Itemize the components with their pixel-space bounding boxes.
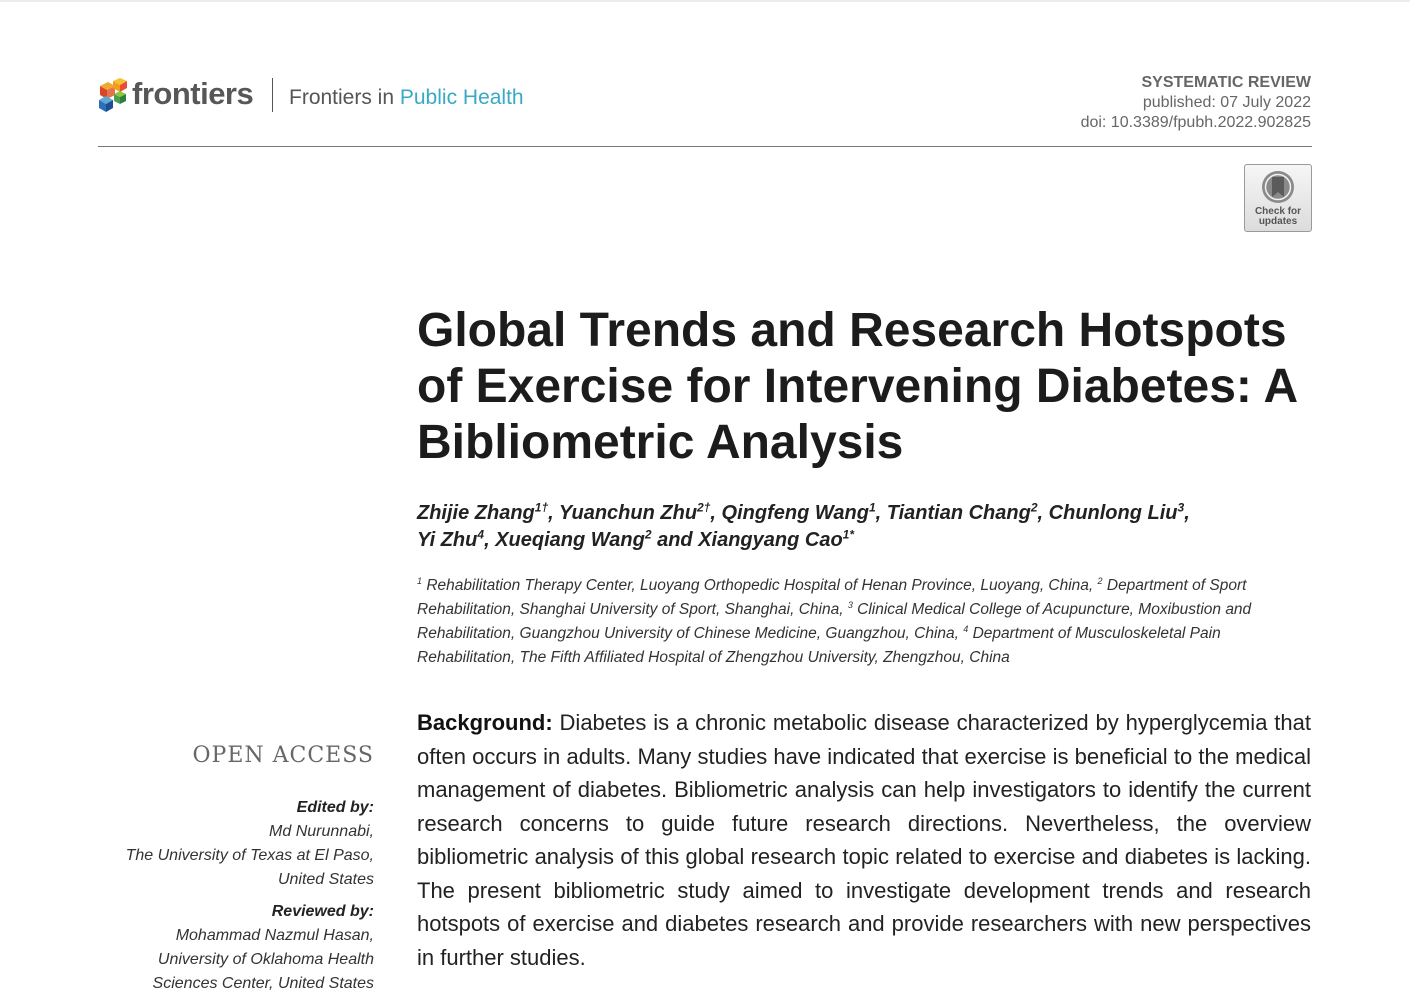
reviewed-by-label: Reviewed by:	[271, 903, 374, 920]
author-sup: 1†	[534, 500, 549, 515]
reviewer-line: University of Oklahoma Health	[157, 951, 374, 968]
affiliations	[417, 574, 1317, 670]
editor-line: Md Nurunnabi,	[269, 823, 374, 840]
edited-by-label: Edited by:	[296, 799, 374, 816]
author-name[interactable]: Yi Zhu	[417, 529, 478, 551]
author-list	[417, 500, 1317, 554]
author-sup: 2	[1030, 500, 1038, 515]
badge-line-1: Check for	[1254, 206, 1302, 217]
author-name[interactable]: Zhijie Zhang	[417, 502, 535, 524]
published-date: published: 07 July 2022	[1142, 94, 1311, 111]
abstract-text: Diabetes is a chronic metabolic disease characterized by hyperglycemia that often occurs in adults. Many studies have indicated that exercise is beneficial to the medical management of diabetes. Bibliometric analysis can help investigators to identify the current research concerns to guide future research directions. Nevertheless, the overview bibliometric analysis of this global research topic related to exercise and diabetes is lacking. The present bibliometric study aimed to investigate development trends and research hotspots of exercise and diabetes research and provide researchers with new perspectives in further studies.	[417, 710, 1311, 970]
article-meta	[1081, 73, 1311, 133]
abstract-label: Background:	[417, 710, 553, 735]
abstract-background	[417, 706, 1311, 974]
affil-text: Rehabilitation Therapy Center, Luoyang Orthopedic Hospital of Henan Province, Luoyang, China,	[422, 577, 1098, 594]
brand-name[interactable]: frontiers	[132, 76, 254, 111]
author-name[interactable]: Tiantian Chang	[886, 502, 1031, 524]
affil-text: Department of Musculoskeletal Pain Rehabilitation, The Fifth Affiliated Hospital of Zhengzhou University, Zhengzhou, China	[417, 625, 1221, 666]
author-sup: 1	[868, 500, 876, 515]
author-sep: ,	[484, 529, 496, 551]
author-sup: 4	[477, 527, 485, 542]
author-sup: 2	[644, 527, 652, 542]
header-separator	[272, 78, 273, 112]
affil-text: Clinical Medical College of Acupuncture, Moxibustion and Rehabilitation, Guangzhou University of Chinese Medicine, Guangzhou, China,	[417, 601, 1252, 642]
author-name[interactable]: Xueqiang Wang	[495, 529, 645, 551]
article-title: Global Trends and Research Hotspots of Exercise for Intervening Diabetes: A Bibliometric Analysis	[417, 304, 1297, 469]
affil-text: Department of Sport Rehabilitation, Shanghai University of Sport, Shanghai, China,	[417, 577, 1247, 618]
author-sep: ,	[710, 502, 722, 524]
author-name[interactable]: Qingfeng Wang	[721, 502, 869, 524]
affil-num: 2	[1097, 575, 1103, 586]
journal-title: Public Health	[399, 86, 524, 109]
affil-num: 1	[417, 575, 423, 586]
bookmark-icon	[1260, 169, 1296, 205]
badge-line-2: updates	[1258, 216, 1298, 227]
frontiers-logo-icon	[98, 78, 128, 114]
open-access-label: OPEN ACCESS	[192, 743, 374, 768]
check-updates-label	[1245, 207, 1311, 227]
reviewed-by-block	[80, 900, 374, 996]
author-name[interactable]: Chunlong Liu	[1048, 502, 1178, 524]
doi[interactable]: doi: 10.3389/fpubh.2022.902825	[1080, 114, 1311, 131]
author-sep: ,	[875, 502, 887, 524]
edited-by-block	[80, 796, 374, 892]
check-for-updates-button[interactable]	[1244, 164, 1312, 232]
author-sep: ,	[1037, 502, 1049, 524]
top-border	[0, 0, 1410, 2]
editor-line: United States	[277, 871, 374, 888]
author-name[interactable]: Yuanchun Zhu	[558, 502, 698, 524]
author-sep: ,	[1184, 502, 1190, 524]
author-sup: 3	[1177, 500, 1185, 515]
editor-line: The University of Texas at El Paso,	[125, 847, 374, 864]
author-sep: ,	[548, 502, 559, 524]
affil-num: 4	[963, 623, 969, 634]
reviewer-line: Sciences Center, United States	[152, 975, 374, 992]
article-type: SYSTEMATIC REVIEW	[1141, 74, 1311, 91]
reviewer-line: Mohammad Nazmul Hasan,	[175, 927, 374, 944]
author-sup: 1*	[842, 527, 855, 542]
author-sep: and	[651, 529, 699, 551]
affil-num: 3	[847, 599, 853, 610]
journal-name[interactable]	[289, 86, 524, 110]
header-rule	[98, 146, 1312, 147]
author-name[interactable]: Xiangyang Cao	[698, 529, 843, 551]
journal-prefix: Frontiers in	[289, 86, 400, 109]
author-sup: 2†	[697, 500, 711, 515]
